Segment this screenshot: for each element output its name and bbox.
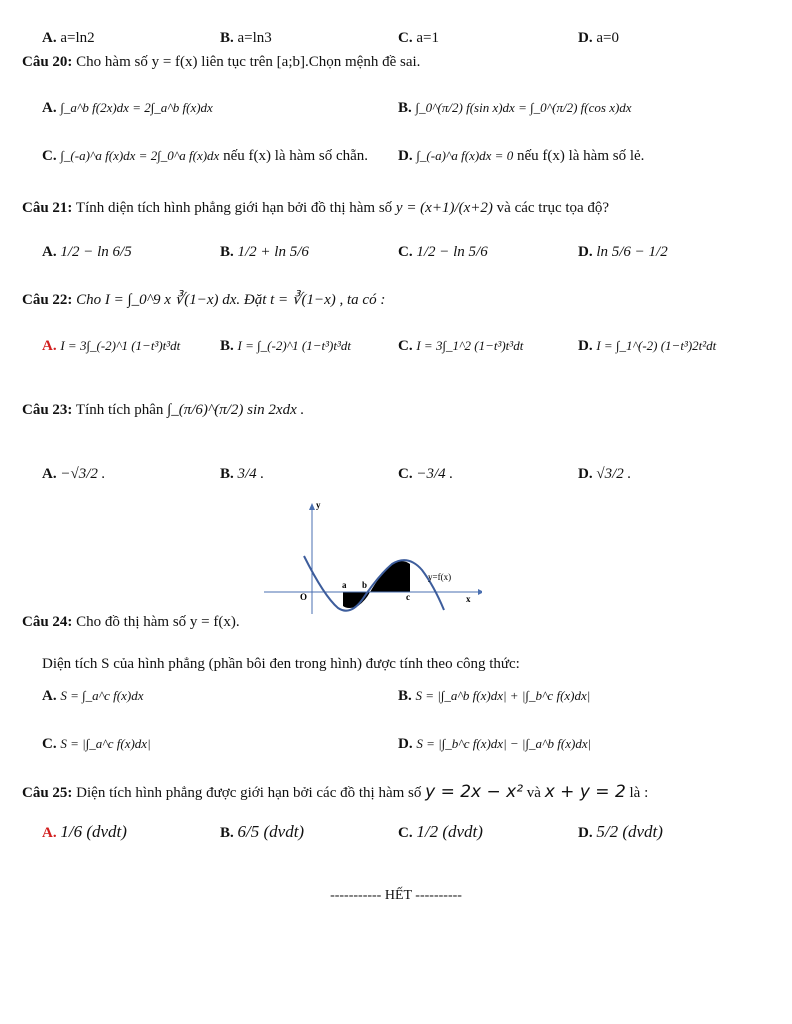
q19-option-d: D. a=0	[578, 30, 619, 46]
q22-option-d: D. I = ∫_1^(-2) (1−t³)2t²dt	[578, 338, 717, 354]
q25-option-d: D. 5/2 (dvdt)	[578, 822, 663, 841]
y-axis-arrow	[309, 503, 315, 510]
q23-option-a: A. −√3/2 .	[42, 466, 106, 482]
q23-prompt: Câu 23: Tính tích phân ∫_(π/6)^(π/2) sin 2xdx .	[22, 402, 305, 418]
y-axis-label: y	[316, 500, 321, 510]
q24-prompt: Câu 24: Cho đồ thị hàm số y = f(x).	[22, 614, 240, 630]
q25-option-a: A. 1/6 (dvdt)	[42, 822, 127, 841]
x-axis-label: x	[466, 594, 471, 604]
q20-option-b: B. ∫_0^(π/2) f(sin x)dx = ∫_0^(π/2) f(cos x)dx	[398, 100, 632, 116]
curve-label: y=f(x)	[428, 572, 452, 582]
q22-option-b: B. I = ∫_(-2)^1 (1−t³)t³dt	[220, 338, 351, 354]
q24-option-a: A. S = ∫_a^c f(x)dx	[42, 688, 144, 704]
q20-option-c: C. ∫_(-a)^a f(x)dx = 2∫_0^a f(x)dx nếu f(x) là hàm số chẵn.	[42, 148, 369, 164]
q24-option-b: B. S = |∫_a^b f(x)dx| + |∫_b^c f(x)dx|	[398, 688, 591, 704]
q21-option-b: B. 1/2 + ln 5/6	[220, 244, 309, 260]
q21-option-d: D. ln 5/6 − 1/2	[578, 244, 668, 260]
q24-option-c: C. S = |∫_a^c f(x)dx|	[42, 736, 151, 752]
q19-option-c: C. a=1	[398, 30, 439, 46]
a-label: a	[342, 580, 347, 590]
b-label: b	[362, 580, 368, 590]
q24-graph	[262, 496, 482, 616]
origin-label: O	[300, 592, 308, 602]
q23-option-b: B. 3/4 .	[220, 466, 265, 482]
x-axis-arrow	[478, 589, 482, 595]
q25-prompt: Câu 25: Diện tích hình phẳng được giới hạn bởi các đồ thị hàm số y = 2x − x² và x + y = 2 là :	[22, 782, 649, 802]
q25-option-b: B. 6/5 (dvdt)	[220, 822, 305, 841]
q19-option-b: B. a=ln3	[220, 30, 272, 46]
q21-option-a: A. 1/2 − ln 6/5	[42, 244, 132, 260]
q21-prompt: Câu 21: Tính diện tích hình phẳng giới hạn bởi đồ thị hàm số y = (x+1)/(x+2) và các trục tọa độ?	[22, 200, 610, 216]
q20-prompt: Câu 20: Cho hàm số y = f(x) liên tục trên [a;b].Chọn mệnh đề sai.	[22, 54, 421, 70]
c-label: c	[406, 592, 410, 602]
q22-option-c: C. I = 3∫_1^2 (1−t³)t³dt	[398, 338, 524, 354]
function-curve	[304, 556, 444, 611]
q19-option-a: A. a=ln2	[42, 30, 95, 46]
q24-prompt2: Diện tích S của hình phẳng (phần bôi đen trong hình) được tính theo công thức:	[42, 656, 520, 672]
q25-option-c: C. 1/2 (dvdt)	[398, 822, 483, 841]
q22-option-a: A. I = 3∫_(-2)^1 (1−t³)t³dt	[42, 338, 181, 354]
q21-option-c: C. 1/2 − ln 5/6	[398, 244, 488, 260]
q23-option-c: C. −3/4 .	[398, 466, 454, 482]
q24-option-d: D. S = |∫_b^c f(x)dx| − |∫_a^b f(x)dx|	[398, 736, 592, 752]
q20-option-d: D. ∫_(-a)^a f(x)dx = 0 nếu f(x) là hàm số lẻ.	[398, 148, 645, 164]
q20-option-a: A. ∫_a^b f(2x)dx = 2∫_a^b f(x)dx	[42, 100, 213, 116]
end-footer: ----------- HẾT ----------	[330, 888, 462, 903]
q23-option-d: D. √3/2 .	[578, 466, 632, 482]
q22-prompt: Câu 22: Cho I = ∫_0^9 x ∛(1−x) dx. Đặt t = ∛(1−x) , ta có :	[22, 292, 386, 308]
